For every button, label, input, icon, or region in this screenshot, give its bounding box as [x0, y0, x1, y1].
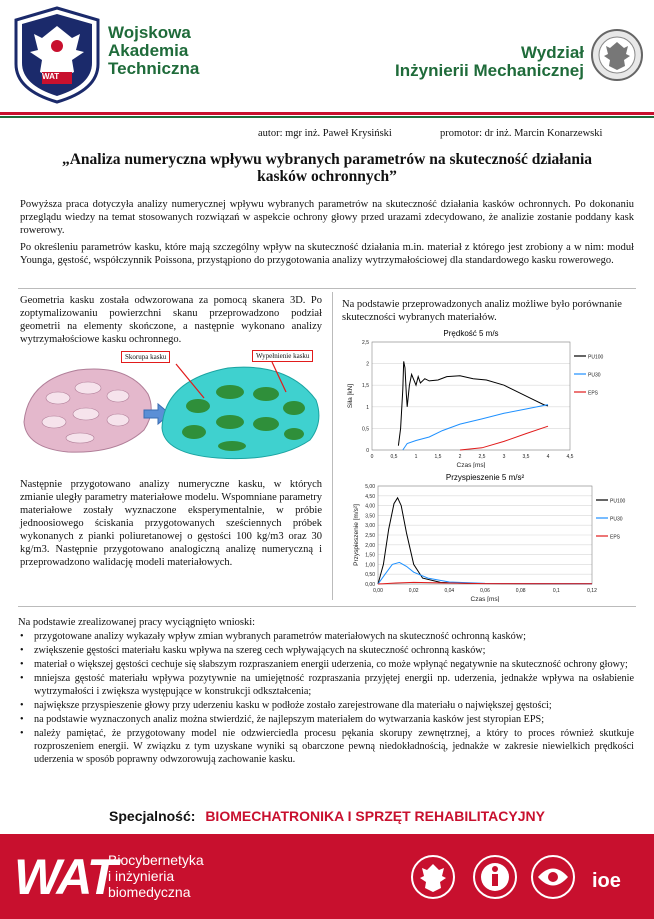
y-tick-label: 0,50: [365, 572, 375, 579]
label-shell: Skorupa kasku: [121, 351, 170, 363]
org-line-3: Techniczna: [108, 59, 200, 78]
y-tick-label: 1,5: [362, 383, 369, 390]
y-tick-label: 2,00: [365, 542, 375, 549]
plot-area: [372, 342, 570, 450]
series-line-pu30: [403, 405, 548, 450]
x-axis-label: Czas [ms]: [470, 596, 500, 602]
faculty-seal-logo: [590, 28, 644, 82]
wat-crest-text: WAT: [42, 72, 60, 81]
materials-paragraph: Następnie przygotowano analizy numeryczne kasku, w których zmianie uległy parametry materiałowe modelu. Wspomniane parametry materiałowe zostały wyznaczone eksperymentalnie, w próbie jednoosiowego ściskania przygotowanych sześciennych próbek wykonanych z pianki poliuretanowej o gęstości 100 kg/m3 oraz 30 kg/m3. Następnie przygotowano analogiczną analizę numeryczną i przeprowadzono walidację modeli materiałowych.: [20, 479, 322, 568]
x-tick-label: 0,12: [587, 588, 597, 594]
promotor: promotor: dr inż. Marcin Konarzewski: [440, 128, 603, 139]
y-axis-label: Siła [kN]: [347, 383, 354, 409]
y-tick-label: 1,00: [365, 562, 375, 569]
conclusion-item: • materiał o większej gęstości cechuje się słabszym rozpraszaniem energii uderzenia, co może wpłynąć negatywnie na skuteczność ochrony głowy;: [18, 658, 634, 671]
series-line-pu100: [378, 498, 592, 584]
legend-label: EPS: [588, 390, 599, 397]
conclusion-item: • mniejsza gęstość materiału wpływa pozytywnie na umiejętność rozpraszania przyjętej energii np. uderzenia, jednakże wpływa na osłabienie wytrzymałości i zwiększa występujące w konstrukcji odkształcenia;: [18, 672, 634, 698]
y-tick-label: 2: [366, 361, 369, 368]
ioe-logo: ioe: [592, 870, 621, 892]
y-tick-label: 4,00: [365, 503, 375, 510]
middle-section-top-rule: [18, 288, 636, 289]
y-tick-label: 0: [366, 448, 369, 454]
faculty-line-2: Inżynierii Mechanicznej: [395, 61, 584, 80]
x-tick-label: 0: [370, 454, 374, 460]
x-tick-label: 0,00: [373, 588, 383, 594]
y-tick-label: 2,5: [362, 340, 369, 346]
specialty-label: Specjalność:: [109, 808, 196, 824]
y-tick-label: 2,50: [365, 533, 375, 539]
y-tick-label: 3,00: [365, 523, 375, 530]
conclusions-top-rule: [18, 606, 636, 607]
specialty-value: BIOMECHATRONIKA I SPRZĘT REHABILITACYJNY: [205, 808, 545, 824]
conclusions-lead: Na podstawie zrealizowanej pracy wyciągnięto wnioski:: [18, 617, 256, 628]
x-tick-label: 1,5: [434, 454, 442, 460]
geometry-paragraph: Geometria kasku została odwzorowana za pomocą skanera 3D. Po zoptymalizowaniu powierzchni skanu przeprowadzono podział geometrii na elementy skończone, a następnie wykonano analizy wytrzymałościowe kasku ochronnego.: [20, 295, 322, 345]
y-tick-label: 5,00: [365, 484, 375, 490]
intro-paragraph-1: Powyższa praca dotyczyła analizy numerycznej wpływu wybranych parametrów na skuteczność działania kasków ochronnych. Po dokonaniu przeglądu wiedzy na temat stosowanych rozwiązań w aspekcie ochrony głowy przed urazami zdecydowano, że analizie zostanie poddany kask rowerowy.: [20, 199, 634, 236]
y-tick-label: 0,5: [362, 426, 369, 433]
footer-wat-logo: WAT: [14, 849, 116, 905]
info-emblem-icon: [472, 854, 518, 900]
org-line-1: Wojskowa: [108, 23, 191, 42]
x-tick-label: 0,5: [390, 454, 398, 460]
faculty-line-1: Wydział: [521, 43, 584, 62]
helmet-illustration: [18, 350, 328, 470]
x-axis-label: Czas [ms]: [456, 462, 486, 468]
force-chart: [340, 330, 640, 468]
header-rule-green: [0, 116, 654, 118]
x-tick-label: 4: [546, 454, 550, 460]
conclusions-list: [18, 630, 634, 767]
wat-crest-logo: [12, 6, 102, 104]
x-tick-label: 2: [458, 454, 462, 460]
program-line-2: i inżynieria: [108, 868, 175, 884]
conclusion-item: • największe przyspieszenie głowy przy uderzeniu kasku w podłoże zostało zarejestrowane dla materiału o największej gęstości;: [18, 699, 634, 712]
acceleration-chart: [340, 472, 640, 602]
x-tick-label: 0,02: [408, 588, 419, 594]
y-tick-label: 4,50: [365, 493, 375, 500]
program-line-1: Biocybernetyka: [108, 852, 204, 868]
intro-paragraph-2: Po określeniu parametrów kasku, które mają szczególny wpływ na skuteczność działania m.in. materiał z którego jest zrobiony a w nim: moduł Younga, gęstość, współczynnik Poissona, przystąpiono do przygotowania analizy wytrzymałościowej dla standardowego kasku rowerowego.: [20, 242, 634, 266]
chart-title: Prędkość 5 m/s: [443, 330, 499, 338]
label-fill: Wypełnienie kasku: [252, 350, 313, 362]
author: autor: mgr inż. Paweł Krysiński: [258, 128, 392, 139]
org-line-2: Akademia: [108, 41, 189, 60]
middle-section-divider: [332, 292, 333, 600]
x-tick-label: 4,5: [566, 454, 574, 460]
header: [0, 0, 654, 112]
conclusion-item: • zwiększenie gęstości materiału kasku wpływa na szereg cech wpływających na skuteczność ochronną kasków;: [18, 644, 634, 657]
y-tick-label: 0,00: [365, 582, 375, 588]
conclusion-item: • przygotowane analizy wykazały wpływ zmian wybranych parametrów materiałowych na skuteczność ochronną kasków;: [18, 630, 634, 643]
legend-label: PU30: [588, 372, 601, 379]
footer-bar: [0, 834, 654, 919]
x-tick-label: 0,04: [444, 588, 455, 594]
series-line-pu100: [398, 361, 548, 445]
conclusion-item: • należy pamiętać, że przygotowany model nie odzwierciedla procesu pękania skorupy zewnętrznej, a który to proces również skutkuje rozproszeniem energii. W związku z tym uzyskane wyniki są obarczone pewną niedokładnością, jednakże w zakresie niewielkich prędkości uderzenia w sposób poprawny odwzorowują zachowanie kasku.: [18, 727, 634, 766]
x-tick-label: 3,5: [522, 454, 530, 460]
x-tick-label: 1: [414, 454, 418, 460]
legend-label: PU100: [588, 354, 604, 361]
conclusion-item: • na podstawie wyznaczonych analiz można stwierdzić, że najlepszym materiałem do wytwarzania kasków jest styropian EPS;: [18, 713, 634, 726]
header-rule-red: [0, 112, 654, 115]
x-tick-label: 0,08: [515, 588, 526, 594]
legend-label: EPS: [610, 534, 621, 541]
eagle-emblem-icon: [410, 854, 456, 900]
x-tick-label: 2,5: [478, 454, 486, 460]
x-tick-label: 3: [502, 454, 506, 460]
x-tick-label: 0,1: [552, 588, 560, 594]
faculty-name: [395, 44, 584, 80]
comparison-paragraph: Na podstawie przeprowadzonych analiz możliwe było porównanie skuteczności wybranych materiałów.: [342, 299, 622, 323]
legend-label: PU30: [610, 516, 623, 523]
y-tick-label: 3,50: [365, 513, 375, 520]
legend-label: PU100: [610, 498, 626, 505]
y-axis-label: Przyspieszenie [m/s²]: [353, 504, 360, 566]
y-tick-label: 1,50: [365, 552, 375, 559]
series-line-pu30: [378, 562, 592, 584]
medical-emblem-icon: [530, 854, 576, 900]
series-line-eps: [460, 426, 548, 450]
footer-program: [108, 852, 204, 900]
program-line-3: biomedyczna: [108, 884, 191, 900]
org-name-left: [108, 24, 199, 78]
specialty: [0, 808, 654, 824]
page-title: „Analiza numeryczna wpływu wybranych parametrów na skuteczność działania kasków ochronnych”: [61, 151, 592, 185]
x-tick-label: 0,06: [480, 588, 490, 594]
y-tick-label: 1: [366, 404, 369, 411]
chart-title: Przyspieszenie 5 m/s²: [445, 473, 525, 482]
